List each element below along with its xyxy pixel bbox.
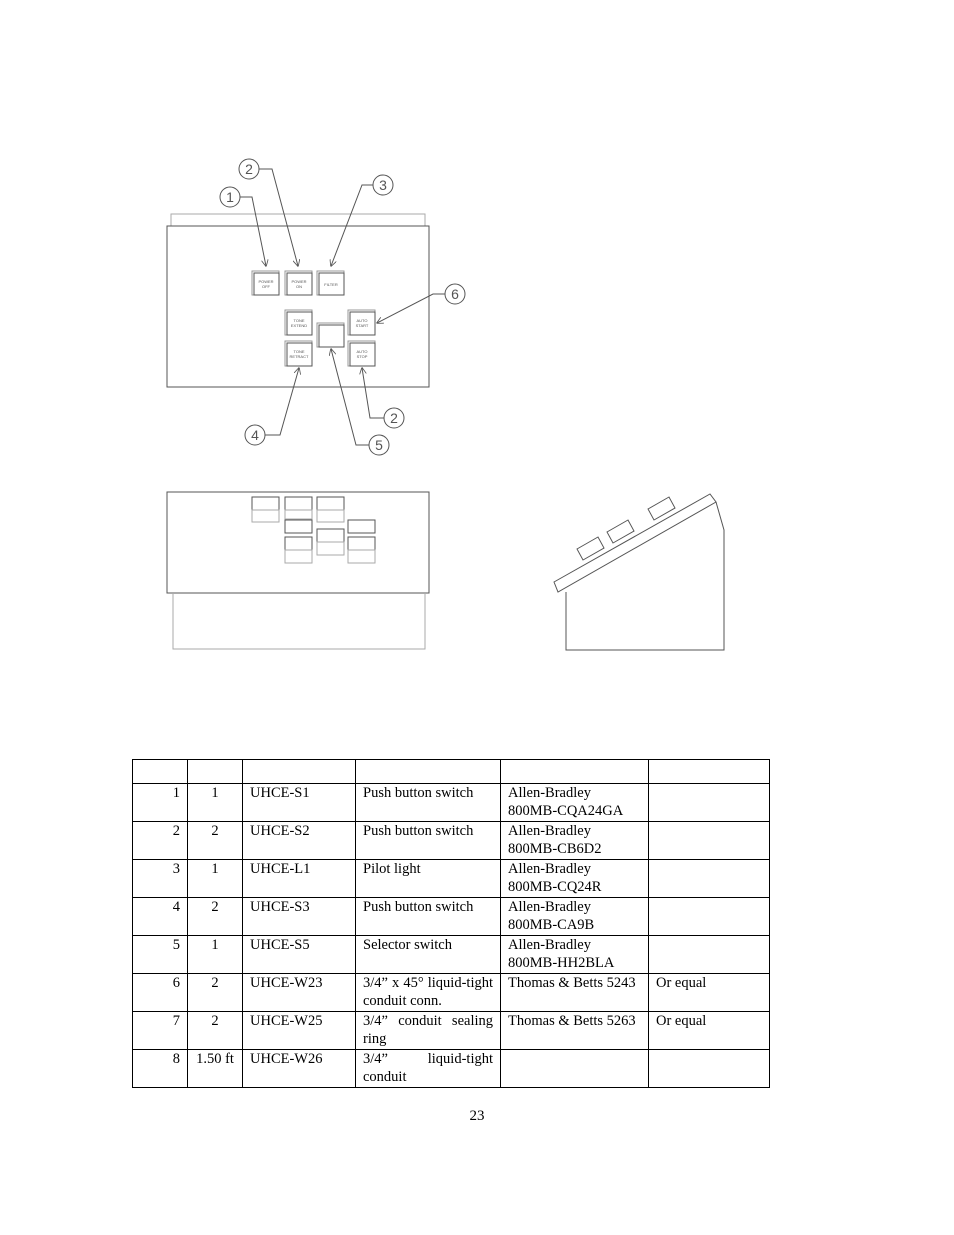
callout-3: 3 [379, 177, 387, 193]
tone-extend-label-line2: EXTEND [290, 323, 308, 328]
tag-cell: UHCE-W26 [243, 1050, 356, 1088]
manufacturer-cell [501, 1050, 649, 1088]
tag-cell: UHCE-S1 [243, 784, 356, 822]
auto-stop-label-line2: STOP [356, 354, 368, 359]
tag-cell: UHCE-S2 [243, 822, 356, 860]
item-cell: 2 [133, 822, 188, 860]
tone-retract-label-line2: RETRACT [289, 354, 309, 359]
filter-label: FILTER [324, 282, 338, 287]
front-view [167, 214, 429, 387]
description-cell: Push button switch [356, 898, 501, 936]
tag-cell: UHCE-S5 [243, 936, 356, 974]
note-cell: Or equal [649, 974, 770, 1012]
power-off-label-line2: OFF [262, 284, 270, 289]
side-view [554, 494, 724, 650]
item-cell: 4 [133, 898, 188, 936]
description-cell: Push button switch [356, 822, 501, 860]
button-labels [258, 279, 368, 359]
qty-cell: 1 [188, 784, 243, 822]
tone-extend-label-line1: TONE [293, 318, 305, 323]
page-number: 23 [469, 1108, 485, 1124]
callout-4: 4 [251, 427, 259, 443]
table-row [133, 1050, 770, 1088]
table-row [133, 822, 770, 860]
tone-retract-label-line1: TONE [293, 349, 305, 354]
callout-numbers [226, 161, 459, 453]
power-on-label-line1: POWER [291, 279, 307, 284]
parts-table [132, 759, 770, 1088]
manufacturer-cell: Thomas & Betts 5263 [501, 1012, 649, 1050]
power-on-label-line2: ON [296, 284, 302, 289]
description-cell: 3/4” x 45° liquid-tight conduit conn. [356, 974, 501, 1012]
description-cell: Push button switch [356, 784, 501, 822]
item-cell: 3 [133, 860, 188, 898]
qty-cell: 1 [188, 936, 243, 974]
table-row [133, 784, 770, 822]
table-row [133, 898, 770, 936]
table-row [133, 1012, 770, 1050]
note-cell [649, 784, 770, 822]
note-cell [649, 936, 770, 974]
manufacturer-cell: Allen-Bradley 800MB-CA9B [501, 898, 649, 936]
power-off-label-line1: POWER [258, 279, 274, 284]
note-cell [649, 822, 770, 860]
note-cell: Or equal [649, 1012, 770, 1050]
callout-6: 6 [451, 286, 459, 302]
qty-cell: 1 [188, 860, 243, 898]
item-cell: 8 [133, 1050, 188, 1088]
table-header-row [133, 760, 770, 784]
auto-start-label-line2: START [355, 323, 369, 328]
description-cell: 3/4” liquid-tight conduit [356, 1050, 501, 1088]
qty-cell: 2 [188, 974, 243, 1012]
callout-2-top: 2 [245, 161, 253, 177]
table-row [133, 974, 770, 1012]
manufacturer-cell: Allen-Bradley 800MB-CQ24R [501, 860, 649, 898]
header-manufacturer [501, 760, 649, 784]
tag-cell: UHCE-L1 [243, 860, 356, 898]
note-cell [649, 898, 770, 936]
qty-cell: 1.50 ft [188, 1050, 243, 1088]
item-cell: 6 [133, 974, 188, 1012]
table-row [133, 860, 770, 898]
note-cell [649, 1050, 770, 1088]
callouts [220, 159, 465, 455]
header-qty [188, 760, 243, 784]
auto-stop-label-line1: AUTO [356, 349, 368, 354]
callout-2-bottom: 2 [390, 410, 398, 426]
item-cell: 7 [133, 1012, 188, 1050]
tag-cell: UHCE-W23 [243, 974, 356, 1012]
qty-cell: 2 [188, 1012, 243, 1050]
auto-start-label-line1: AUTO [356, 318, 368, 323]
callout-5: 5 [375, 437, 383, 453]
item-cell: 1 [133, 784, 188, 822]
description-cell: Pilot light [356, 860, 501, 898]
qty-cell: 2 [188, 898, 243, 936]
description-cell: 3/4” conduit sealing ring [356, 1012, 501, 1050]
note-cell [649, 860, 770, 898]
header-item [133, 760, 188, 784]
tag-cell: UHCE-W25 [243, 1012, 356, 1050]
top-view [167, 492, 429, 649]
manufacturer-cell: Allen-Bradley 800MB-CQA24GA [501, 784, 649, 822]
tag-cell: UHCE-S3 [243, 898, 356, 936]
manufacturer-cell: Allen-Bradley 800MB-HH2BLA [501, 936, 649, 974]
qty-cell: 2 [188, 822, 243, 860]
description-cell: Selector switch [356, 936, 501, 974]
table-row [133, 936, 770, 974]
item-cell: 5 [133, 936, 188, 974]
header-tag [243, 760, 356, 784]
manufacturer-cell: Thomas & Betts 5243 [501, 974, 649, 1012]
manufacturer-cell: Allen-Bradley 800MB-CB6D2 [501, 822, 649, 860]
callout-1: 1 [226, 189, 234, 205]
header-notes [649, 760, 770, 784]
header-description [356, 760, 501, 784]
